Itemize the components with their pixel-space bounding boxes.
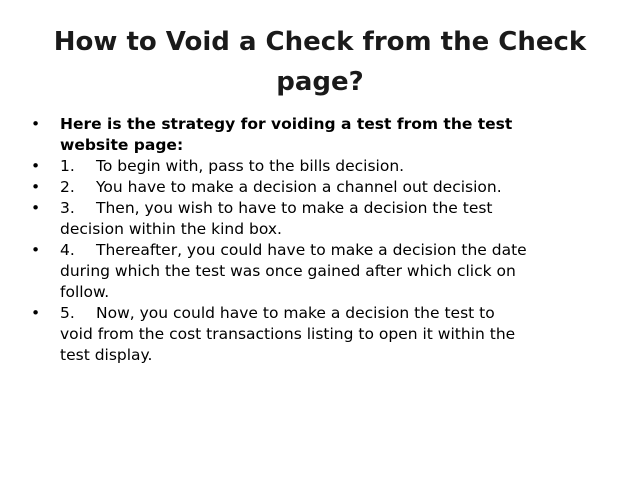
bullet-line: To begin with, pass to the bills decision. xyxy=(96,157,405,175)
bullet-line: Here is the strategy for voiding a test from the test xyxy=(60,115,513,133)
bullet-text xyxy=(60,240,608,303)
bullet-text xyxy=(60,156,608,177)
step-number: 4. xyxy=(60,241,75,259)
bullet-item-step-2 xyxy=(28,177,608,198)
bullet-text xyxy=(60,303,608,366)
step-number: 1. xyxy=(60,157,75,175)
title-line: page? xyxy=(276,67,364,97)
bullet-line: during which the test was once gained after which click on xyxy=(60,262,516,280)
slide-title xyxy=(40,22,600,102)
bullet-line: Now, you could have to make a decision the test to xyxy=(96,304,495,322)
bullet-line: website page: xyxy=(60,136,184,154)
bullet-text xyxy=(60,198,608,240)
bullet-line: test display. xyxy=(60,346,153,364)
bullet-item-intro xyxy=(28,114,608,156)
bullet-line: Thereafter, you could have to make a decision the date xyxy=(96,241,527,259)
bullet-dot-icon: • xyxy=(31,199,41,217)
bullet-line: decision within the kind box. xyxy=(60,220,282,238)
step-number: 2. xyxy=(60,178,75,196)
bullet-text xyxy=(60,114,608,156)
bullet-item-step-5 xyxy=(28,303,608,366)
step-number: 3. xyxy=(60,199,75,217)
step-number: 5. xyxy=(60,304,75,322)
bullet-dot-icon: • xyxy=(31,304,41,322)
bullet-dot-icon: • xyxy=(31,178,41,196)
bullet-text xyxy=(60,177,608,198)
bullet-item-step-3 xyxy=(28,198,608,240)
bullet-line: void from the cost transactions listing to open it within the xyxy=(60,325,516,343)
bullet-line: Then, you wish to have to make a decision the test xyxy=(96,199,493,217)
bullet-item-step-1 xyxy=(28,156,608,177)
bullet-dot-icon: • xyxy=(31,115,41,133)
title-line: How to Void a Check from the Check xyxy=(53,27,587,57)
bullet-list xyxy=(28,114,608,366)
bullet-line: follow. xyxy=(60,283,110,301)
bullet-dot-icon: • xyxy=(31,157,41,175)
bullet-line: You have to make a decision a channel out decision. xyxy=(96,178,502,196)
bullet-item-step-4 xyxy=(28,240,608,303)
bullet-dot-icon: • xyxy=(31,241,41,259)
